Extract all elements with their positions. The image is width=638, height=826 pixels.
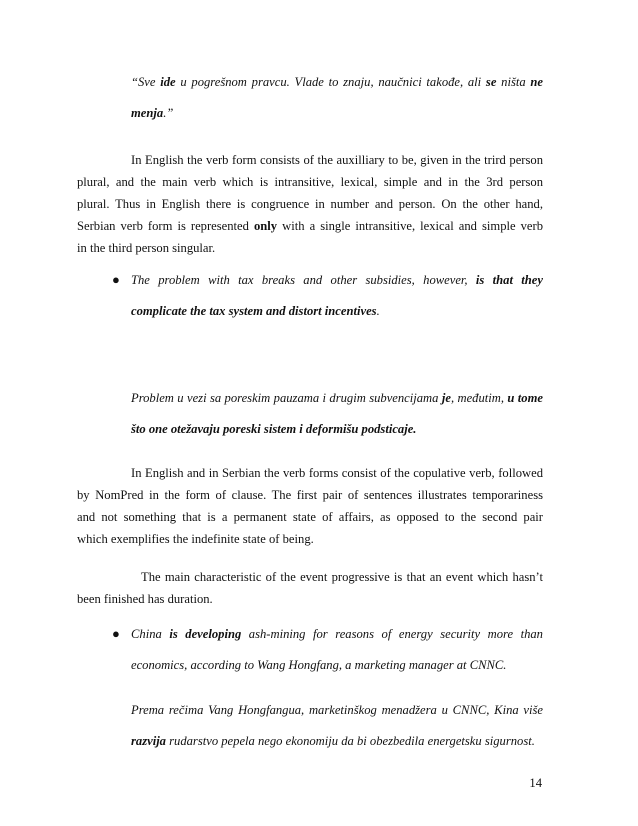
text-run: što one otežavaju poreski sistem i deformišu podsticaje. — [131, 422, 417, 436]
text-run: economics, according to Wang Hongfang, a marketing manager at CNNC. — [131, 658, 507, 672]
bullet-1-marker: ● — [112, 272, 120, 287]
text-run: ne — [530, 75, 543, 89]
text-run: je — [441, 391, 451, 405]
para1-line-4 — [77, 219, 543, 233]
text-run: In English the verb form consists of the auxilliary to be, given in the trird person — [131, 153, 543, 167]
text-run: only — [253, 219, 278, 233]
serbian2-line-1 — [131, 703, 543, 717]
text-run: ide — [160, 75, 176, 89]
text-run: u pogrešnom pravcu. Vlade to znaju, naučnici takođe, ali — [175, 75, 486, 89]
text-run: which exemplifies the indefinite state of being. — [77, 532, 314, 546]
text-run: plural, and the main verb which is intransitive, lexical, simple and in the 3rd person — [77, 175, 543, 189]
text-run: .” — [163, 106, 174, 120]
text-run: Serbian verb form is represented — [77, 219, 254, 233]
text-run: menja — [131, 106, 164, 120]
text-run: complicate the tax system and distort incentives — [131, 304, 377, 318]
para1-line-1 — [131, 153, 543, 167]
text-run: in the third person singular. — [77, 241, 216, 255]
quote-line-1 — [131, 75, 543, 89]
text-run: ash-mining for reasons of energy security more than — [241, 627, 543, 641]
serbian1-line-1 — [131, 391, 543, 405]
bullet-1-line-1 — [131, 273, 543, 287]
text-run: is developing — [169, 627, 242, 641]
bullet-2-line-1 — [131, 627, 543, 641]
para3-line-1 — [141, 570, 543, 584]
text-run: u tome — [507, 391, 543, 405]
text-run: by NomPred in the form of clause. The first pair of sentences illustrates temporariness — [77, 488, 543, 502]
para1-line-5 — [77, 241, 215, 255]
text-run: ništa — [496, 75, 531, 89]
para2-line-2 — [77, 488, 543, 502]
text-run: Prema rečima Vang Hongfangua, marketinškog menadžera u CNNC, Kina više — [131, 703, 543, 717]
text-run: Problem u vezi sa poreskim pauzama i drugim subvencijama — [131, 391, 442, 405]
para1-line-2 — [77, 175, 543, 189]
text-run: In English and in Serbian the verb forms consist of the copulative verb, followed — [131, 466, 543, 480]
text-run: razvija — [131, 734, 166, 748]
quote-line-2 — [131, 106, 173, 120]
text-run: The problem with tax breaks and other subsidies, however, — [131, 273, 476, 287]
bullet-2-line-2 — [131, 658, 506, 672]
para2-line-1 — [131, 466, 543, 480]
para2-line-4 — [77, 532, 314, 546]
text-run: . — [376, 304, 380, 318]
text-run: The main characteristic of the event progressive is that an event which hasn’t — [141, 570, 543, 584]
text-run: with a single intransitive, lexical and simple verb — [277, 219, 543, 233]
bullet-2-marker: ● — [112, 626, 120, 641]
bullet-1-line-2 — [131, 304, 380, 318]
text-run: is that they — [475, 273, 543, 287]
text-run: been finished has duration. — [77, 592, 213, 606]
text-run: China — [131, 627, 170, 641]
text-run: plural. Thus in English there is congruence in number and person. On the other hand, — [77, 197, 543, 211]
para1-line-3 — [77, 197, 543, 211]
serbian2-line-2 — [131, 734, 535, 748]
text-run: rudarstvo pepela nego ekonomiju da bi obezbedila energetsku sigurnost. — [165, 734, 535, 748]
serbian1-line-2 — [131, 422, 416, 436]
text-run: se — [485, 75, 497, 89]
page-number: 14 — [529, 776, 542, 790]
para3-line-2 — [77, 592, 213, 606]
text-run: and not something that is a permanent state of affairs, as opposed to the second pair — [77, 510, 543, 524]
text-run: , međutim, — [450, 391, 508, 405]
text-run: “Sve — [131, 75, 161, 89]
para2-line-3 — [77, 510, 543, 524]
